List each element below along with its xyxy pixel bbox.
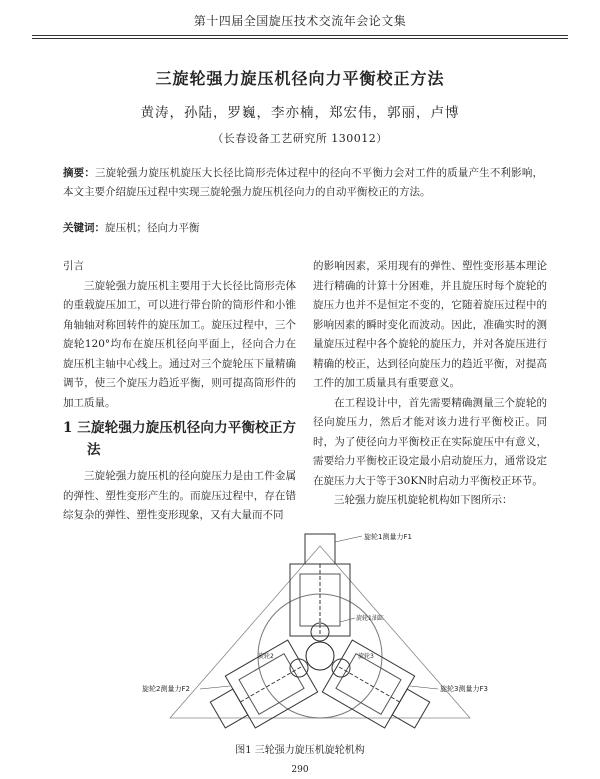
header-rule-thin	[32, 38, 568, 39]
running-title: 第十四届全国旋压技术交流年会论文集	[193, 14, 407, 28]
intro-paragraph: 三旋轮强力旋压机主要用于大长径比筒形壳体的重载旋压加工，可以进行带台阶的筒形件和小锥角轴轴对称回转件的旋压加工。旋压过程中，三个旋轮120°均布在旋压机径向平面上，径向合力在旋压机主轴中心线上。通过对三个旋轮压下量精确调节，使三个旋压力趋近平衡，则可提高筒形件的加工质量。	[63, 279, 296, 409]
figure-caption: 图1 三轮强力旋压机旋轮机构	[235, 745, 365, 756]
mandrel	[306, 642, 334, 670]
right-paragraph-2: 在工程设计中，首先需要精确测量三个旋轮的径向旋压力，然后才能对该力进行平衡校正。同时，为了使径向力平衡校正在实际旋压中有意义，需要给力平衡校正设定最小启动旋压力，通常设定在旋压力大于等于30KN时启动力平衡校正环节。	[313, 396, 547, 487]
page-number: 290	[291, 765, 309, 775]
abstract	[63, 164, 543, 202]
keywords-text: 旋压机；径向力平衡	[105, 222, 200, 234]
left-column	[63, 257, 296, 526]
right-paragraph-3: 三轮强力旋压机旋轮机构如下图所示：	[334, 494, 513, 506]
label-roller3: 旋轮3	[358, 653, 374, 660]
label-roller3-force: 旋轮3测量力F3	[440, 685, 488, 693]
author-list: 黄涛，孙陆，罗巍，李亦楠，郑宏伟，郭丽，卢博	[140, 105, 460, 121]
abstract-text: 三旋轮强力旋压机旋压大长径比筒形壳体过程中的径向不平衡力会对工件的质量产生不利影响，本文主要介绍旋压过程中实现三旋轮强力旋压机径向力的自动平衡校正的方法。	[63, 167, 544, 198]
roller-mechanism-drawing	[140, 528, 500, 733]
paper-title: 三旋轮强力旋压机径向力平衡校正方法	[155, 69, 445, 88]
running-header	[0, 0, 600, 42]
intro-heading: 引言	[63, 260, 84, 272]
affiliation: （长春设备工艺研究所 130012）	[212, 132, 388, 145]
label-roller1-force: 旋轮1测量力F1	[364, 533, 412, 541]
figure-roller-mechanism	[140, 528, 500, 733]
keywords	[63, 220, 543, 235]
right-column	[313, 257, 547, 511]
roller1-piston	[305, 534, 335, 564]
roller2-assembly	[322, 640, 437, 733]
section-1-paragraph: 三旋轮强力旋压机的径向旋压力是由工件金属的弹性、塑性变形产生的。而旋压过程中，存在错综复杂的弹性、塑性变形现象，又有大量而不同	[63, 470, 296, 521]
right-paragraph-1: 的影响因素，采用现有的弹性、塑性变形基本理论进行精确的计算十分困难，并且旋压时每个旋轮的旋压力也并不是恒定不变的，它随着旋压过程中的影响因素的瞬时变化而波动。因此，准确实时的测量旋压过程中各个旋轮的旋压力，并对各旋压进行精确的校正，达到径向旋压力的趋近平衡，对提高工件的加工质量具有重要意义。	[313, 260, 547, 389]
abstract-label: 摘要：	[63, 167, 96, 179]
label-roller2-force: 旋轮2测量力F2	[142, 685, 190, 693]
section-1-heading: 1 三旋轮强力旋压机径向力平衡校正方法	[63, 420, 296, 458]
label-roller1-cylinder: 旋轮1油缸	[356, 615, 384, 622]
header-rule	[32, 35, 568, 36]
label-roller2: 旋轮2	[258, 653, 274, 660]
keywords-label: 关键词：	[63, 222, 105, 234]
